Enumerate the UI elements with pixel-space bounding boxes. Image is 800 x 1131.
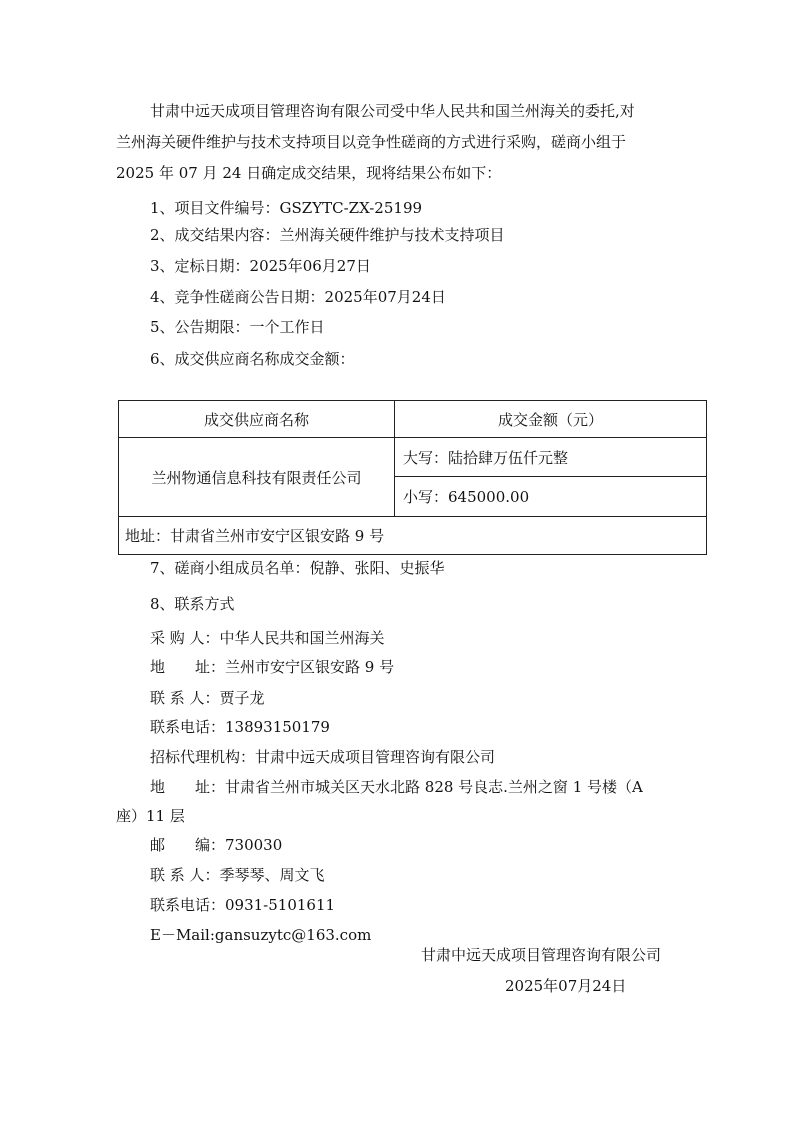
item-notice-period: 5、公告期限：一个工作日 bbox=[150, 318, 325, 336]
intro-line-3: 2025 年 07 月 24 日确定成交结果，现将结果公布如下： bbox=[116, 164, 502, 182]
item-award-date: 3、定标日期：2025年06月27日 bbox=[150, 257, 371, 275]
item-supplier-amount: 6、成交供应商名称成交金额： bbox=[150, 350, 355, 368]
item-contact-heading: 8、联系方式 bbox=[150, 595, 235, 613]
result-table bbox=[118, 400, 707, 555]
agency-postcode: 邮 编：730030 bbox=[150, 836, 283, 854]
intro-line-1: 甘肃中远天成项目管理咨询有限公司受中华人民共和国兰州海关的委托,对 bbox=[150, 102, 635, 120]
signature-date: 2025年07月24日 bbox=[505, 977, 627, 995]
header-supplier: 成交供应商名称 bbox=[119, 401, 395, 438]
supplier-address: 地址：甘肃省兰州市安宁区银安路 9 号 bbox=[119, 517, 707, 555]
purchaser-contact: 联 系 人：贾子龙 bbox=[150, 689, 265, 707]
agency-name: 招标代理机构：甘肃中远天成项目管理咨询有限公司 bbox=[150, 748, 496, 766]
purchaser-phone: 联系电话：13893150179 bbox=[150, 718, 330, 736]
item-panel-members: 7、磋商小组成员名单：倪静、张阳、史振华 bbox=[150, 559, 445, 577]
amount-upper: 大写：陆拾肆万伍仟元整 bbox=[395, 438, 707, 477]
purchaser: 采 购 人：中华人民共和国兰州海关 bbox=[150, 629, 385, 647]
signature-company: 甘肃中远天成项目管理咨询有限公司 bbox=[421, 946, 662, 964]
item-file-number: 1、项目文件编号：GSZYTC-ZX-25199 bbox=[150, 199, 423, 217]
agency-phone: 联系电话：0931-5101611 bbox=[150, 896, 336, 914]
amount-lower: 小写：645000.00 bbox=[395, 477, 707, 517]
item-notice-date: 4、竞争性磋商公告日期：2025年07月24日 bbox=[150, 288, 446, 306]
supplier-name: 兰州物通信息科技有限责任公司 bbox=[119, 438, 395, 517]
agency-address-cont: 座）11 层 bbox=[116, 807, 185, 825]
agency-email: E－Mail:gansuzytc@163.com bbox=[150, 926, 372, 944]
item-result-content: 2、成交结果内容：兰州海关硬件维护与技术支持项目 bbox=[150, 226, 505, 244]
agency-address: 地 址：甘肃省兰州市城关区天水北路 828 号良志.兰州之窗 1 号楼（A bbox=[150, 778, 643, 796]
header-amount: 成交金额（元） bbox=[395, 401, 707, 438]
intro-line-2: 兰州海关硬件维护与技术支持项目以竞争性磋商的方式进行采购，磋商小组于 bbox=[116, 133, 627, 151]
agency-contact: 联 系 人：季琴琴、周文飞 bbox=[150, 866, 325, 884]
purchaser-address: 地 址：兰州市安宁区银安路 9 号 bbox=[150, 658, 395, 676]
